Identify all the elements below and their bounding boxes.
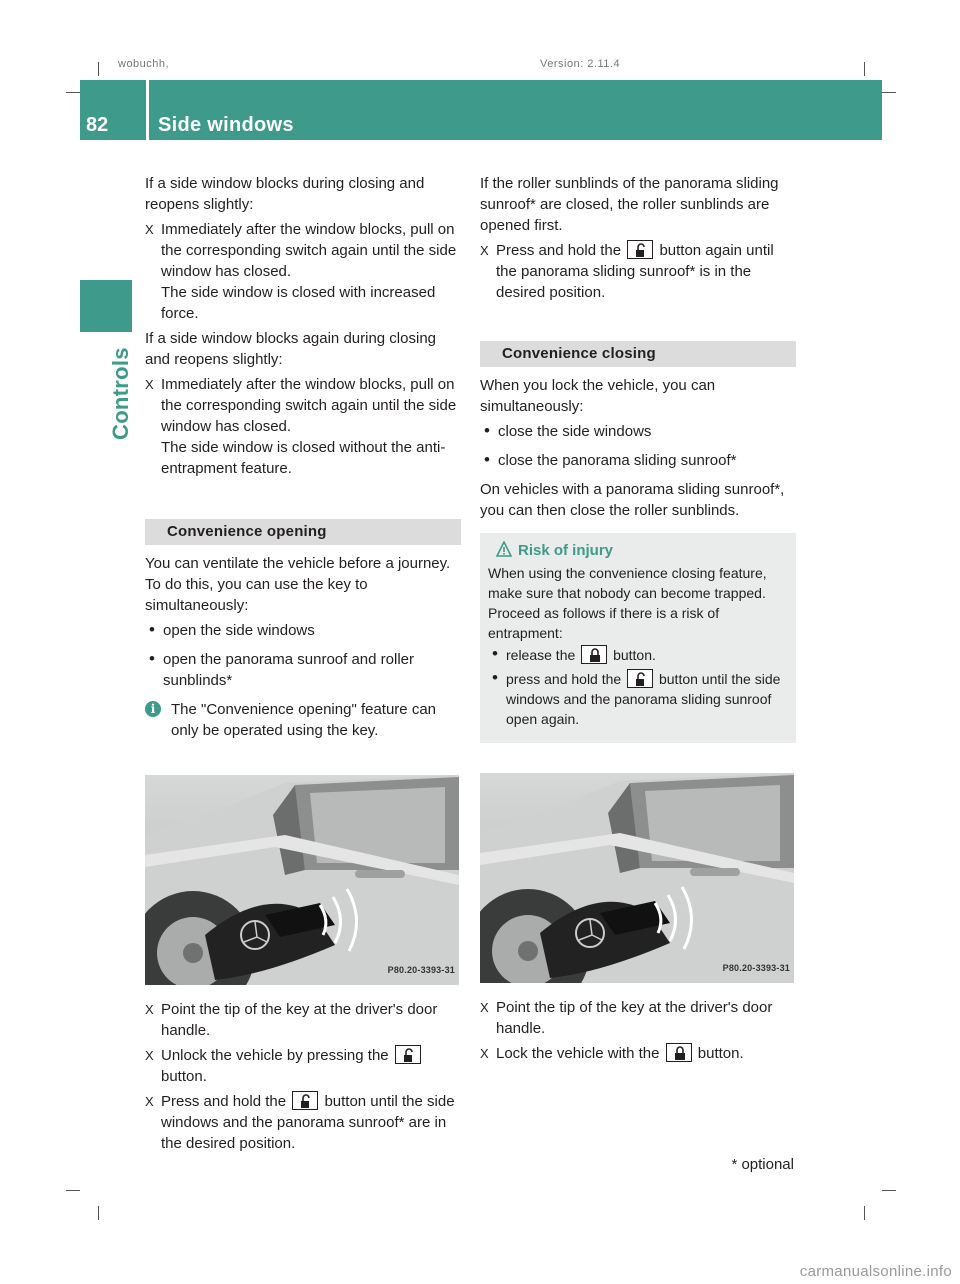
section-heading: Convenience opening xyxy=(145,519,461,545)
car-door-illustration xyxy=(480,773,794,983)
crop-mark xyxy=(98,62,99,76)
list-item-text: open the side windows xyxy=(163,622,315,639)
bullet-icon: • xyxy=(149,649,155,668)
bullet-icon: • xyxy=(484,450,490,469)
list-item-text: press and hold the xyxy=(506,671,622,687)
step-text: button. xyxy=(161,1068,207,1085)
warning-title xyxy=(488,541,788,561)
bullet-icon: • xyxy=(492,668,498,687)
info-text: The "Convenience opening" feature can only be operated using the key. xyxy=(171,701,436,739)
page-title: Side windows xyxy=(158,114,294,136)
key-door-photo xyxy=(145,775,459,985)
instruction-step xyxy=(145,1045,461,1087)
step-text: Unlock the vehicle by pressing the xyxy=(161,1047,389,1064)
list-item-text: close the side windows xyxy=(498,423,652,440)
bullet-icon: • xyxy=(484,421,490,440)
paragraph: If a side window blocks again during closing and reopens slightly: xyxy=(145,330,436,368)
paragraph: You can ventilate the vehicle before a journey. To do this, you can use the key to simultaneously: xyxy=(145,555,451,614)
paragraph: If the roller sunblinds of the panorama sliding sunroof* are closed, the roller sunblinds are opened first. xyxy=(480,175,779,234)
chapter-label: Controls xyxy=(108,347,133,440)
crop-mark xyxy=(864,1206,865,1220)
crop-mark xyxy=(66,1190,80,1191)
instruction-step xyxy=(145,374,461,479)
step-text: Press and hold the xyxy=(496,242,622,259)
list-item xyxy=(492,645,788,665)
crop-mark xyxy=(864,62,865,76)
crop-mark xyxy=(882,1190,896,1191)
instruction-step xyxy=(480,240,796,303)
step-arrow-icon: X xyxy=(145,1094,154,1109)
watermark: carmanualsonline.info xyxy=(799,1263,952,1280)
step-text: Immediately after the window blocks, pull on the corresponding switch again until the side window has closed. xyxy=(161,376,457,435)
print-meta-left: wobuchh, xyxy=(118,58,170,70)
instruction-step xyxy=(480,997,796,1039)
crop-mark xyxy=(66,92,80,93)
step-text: button until the side windows and the panorama sunroof* are in the desired position. xyxy=(161,1093,455,1152)
left-column xyxy=(145,173,461,1158)
bullet-icon: • xyxy=(149,620,155,639)
step-arrow-icon: X xyxy=(145,377,154,392)
key-door-photo xyxy=(480,773,794,983)
unlock-key-button-icon xyxy=(292,1091,318,1110)
paragraph: If a side window blocks during closing and reopens slightly: xyxy=(145,175,425,213)
step-arrow-icon: X xyxy=(480,1046,489,1061)
step-note: The side window is closed with increased force. xyxy=(161,284,436,322)
warning-title-text: Risk of injury xyxy=(518,542,614,559)
step-note: The side window is closed without the anti-entrapment feature. xyxy=(161,439,446,477)
page-number: 82 xyxy=(86,114,109,136)
crop-mark xyxy=(98,1206,99,1220)
chapter-tab xyxy=(80,280,132,332)
list-item xyxy=(149,620,461,641)
step-text: Point the tip of the key at the driver's door handle. xyxy=(496,999,773,1037)
crop-mark xyxy=(882,92,896,93)
step-text: Press and hold the xyxy=(161,1093,287,1110)
list-item-text: button until the side windows and the panorama sliding sunroof open again. xyxy=(506,671,781,727)
step-arrow-icon: X xyxy=(145,1048,154,1063)
unlock-key-button-icon xyxy=(627,669,653,688)
section-heading: Convenience closing xyxy=(480,341,796,367)
figure-code: P80.20-3393-31 xyxy=(387,965,455,975)
optional-footnote: * optional xyxy=(731,1156,794,1173)
unlock-key-button-icon xyxy=(627,240,653,259)
lock-key-button-icon xyxy=(581,645,607,664)
right-column xyxy=(480,173,796,1068)
paragraph: On vehicles with a panorama sliding sunroof*, you can then close the roller sunblinds. xyxy=(480,481,785,519)
print-meta-right: Version: 2.11.4 xyxy=(540,58,621,70)
step-text: Immediately after the window blocks, pull on the corresponding switch again until the side window has closed. xyxy=(161,221,457,280)
step-arrow-icon: X xyxy=(480,1000,489,1015)
instruction-step xyxy=(145,999,461,1041)
step-arrow-icon: X xyxy=(480,243,489,258)
list-item xyxy=(492,669,788,729)
step-text: Point the tip of the key at the driver's door handle. xyxy=(161,1001,438,1039)
warning-triangle-icon xyxy=(496,541,512,557)
info-note xyxy=(145,699,461,741)
instruction-step xyxy=(480,1043,796,1064)
step-arrow-icon: X xyxy=(145,1002,154,1017)
paragraph: When you lock the vehicle, you can simultaneously: xyxy=(480,377,716,415)
list-item xyxy=(484,450,796,471)
list-item xyxy=(484,421,796,442)
step-text: Lock the vehicle with the xyxy=(496,1045,660,1062)
warning-box xyxy=(480,533,796,743)
bullet-icon: • xyxy=(492,644,498,663)
list-item-text: release the xyxy=(506,647,576,663)
car-door-illustration xyxy=(145,775,459,985)
step-arrow-icon: X xyxy=(145,222,154,237)
unlock-key-button-icon xyxy=(395,1045,421,1064)
lock-key-button-icon xyxy=(666,1043,692,1062)
info-icon: i xyxy=(145,701,161,717)
list-item-text: close the panorama sliding sunroof* xyxy=(498,452,737,469)
figure-code: P80.20-3393-31 xyxy=(722,963,790,973)
header-separator xyxy=(146,80,149,140)
step-text: button. xyxy=(697,1045,744,1062)
list-item xyxy=(149,649,461,691)
instruction-step xyxy=(145,219,461,324)
list-item-text: button. xyxy=(613,647,656,663)
step-text: button again until the panorama sliding sunroof* is in the desired position. xyxy=(496,242,774,301)
instruction-step xyxy=(145,1091,461,1154)
list-item-text: open the panorama sunroof and roller sunblinds* xyxy=(163,651,415,689)
warning-text: When using the convenience closing feature, make sure that nobody can become trapped. Proceed as follows if there is a risk of entrapment: xyxy=(488,565,767,641)
